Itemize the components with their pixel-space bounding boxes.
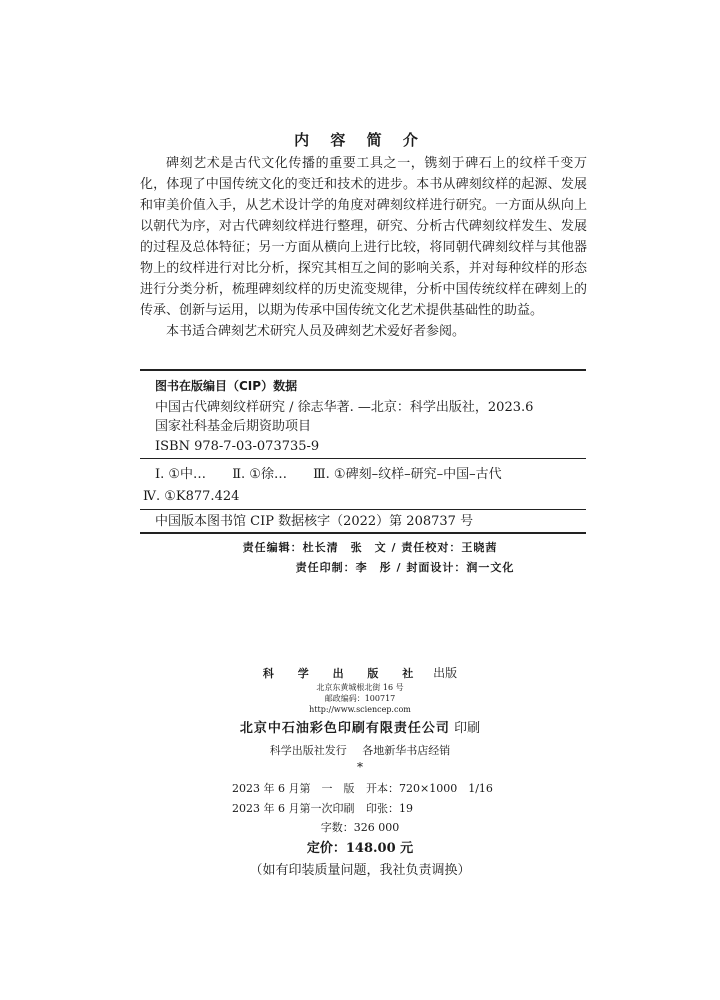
printer-action: 印刷 xyxy=(454,721,481,736)
production-credits: 责任印制：李 彤 / 封面设计：润一文化 xyxy=(295,561,515,574)
cip-bottom-rule xyxy=(140,532,586,534)
printer-name: 北京中石油彩色印刷有限责任公司 xyxy=(239,721,450,736)
cip-class-iv: Ⅳ. ①K877.424 xyxy=(143,489,240,504)
word-count: 字数：326 000 xyxy=(320,821,400,834)
cip-heading: 图书在版编目（CIP）数据 xyxy=(155,379,298,393)
cip-funding-line: 国家社科基金后期资助项目 xyxy=(155,419,312,434)
summary-title: 内 容 简 介 xyxy=(294,131,426,149)
quality-notice: （如有印装质量问题，我社负责调换） xyxy=(249,863,471,878)
cip-verification: 中国版本图书馆 CIP 数据核字（2022）第 208737 号 xyxy=(155,514,474,529)
publisher-name: 科 学 出 版 社 xyxy=(262,667,424,680)
cip-isbn: ISBN 978-7-03-073735-9 xyxy=(155,439,320,454)
price: 定价：148.00 元 xyxy=(306,841,414,856)
cip-classification xyxy=(155,466,587,483)
edition-line-1 xyxy=(232,780,501,796)
publisher-postal: 邮政编码：100717 xyxy=(324,694,396,703)
cip-class-i: Ⅰ. ①中… xyxy=(155,467,207,482)
cip-class-ii: Ⅱ. ①徐… xyxy=(232,467,287,482)
summary-paragraph-2: 本书适合碑刻艺术研究人员及碑刻艺术爱好者参阅。 xyxy=(166,324,466,339)
printed-sheets: 印张：19 xyxy=(365,802,413,815)
summary-paragraph-1: 碑刻艺术是古代文化传播的重要工具之一，镌刻于碑石上的纹样千变万化，体现了中国传统文化的变迁和技术的进步。本书从碑刻纹样的起源、发展和审美价值入手，从艺术设计学的角度对碑刻纹样进行研究。一方面从纵向上以朝代为序，对古代碑刻纹样进行整理，研究、分析古代碑刻纹样发生、发展的过程及总体特征；另一方面从横向上进行比较，将同朝代碑刻纹样与其他器物上的纹样进行对比分析，探究其相互之间的影响关系，并对每种纹样的形态进行分类分析，梳理碑刻纹样的历史流变规律，分析中国传统纹样在碑刻上的传承、创新与运用，以期为传承中国传统文化艺术提供基础性的助益。 xyxy=(140,156,587,318)
retail: 各地新华书店经销 xyxy=(362,744,451,757)
edition-date: 2023 年 6 月第 一 版 xyxy=(232,782,355,795)
book-format: 开本：720×1000 1/16 xyxy=(365,782,493,795)
printer-line xyxy=(0,717,720,736)
edition-line-2 xyxy=(232,800,421,816)
publisher-address: 北京东黄城根北街 16 号 xyxy=(316,683,404,692)
publisher-line xyxy=(0,664,720,681)
publisher-action: 出版 xyxy=(433,666,458,680)
summary-text xyxy=(140,153,587,342)
cip-lower-rule xyxy=(140,509,586,510)
editor-credits: 责任编辑：杜长清 张 文 / 责任校对：王晓茜 xyxy=(242,541,498,554)
cip-bibliographic-line: 中国古代碑刻纹样研究 / 徐志华著. —北京：科学出版社，2023.6 xyxy=(155,400,534,415)
distribution-line xyxy=(0,742,720,758)
cip-middle-rule xyxy=(140,458,586,459)
publisher-url: http://www.sciencep.com xyxy=(309,705,411,714)
distribution: 科学出版社发行 xyxy=(269,744,347,757)
printing-date: 2023 年 6 月第一次印刷 xyxy=(232,802,355,815)
cip-class-iii: Ⅲ. ①碑刻–纹样–研究–中国–古代 xyxy=(313,467,502,482)
separator-star: * xyxy=(357,760,363,774)
cip-top-rule xyxy=(140,369,586,371)
